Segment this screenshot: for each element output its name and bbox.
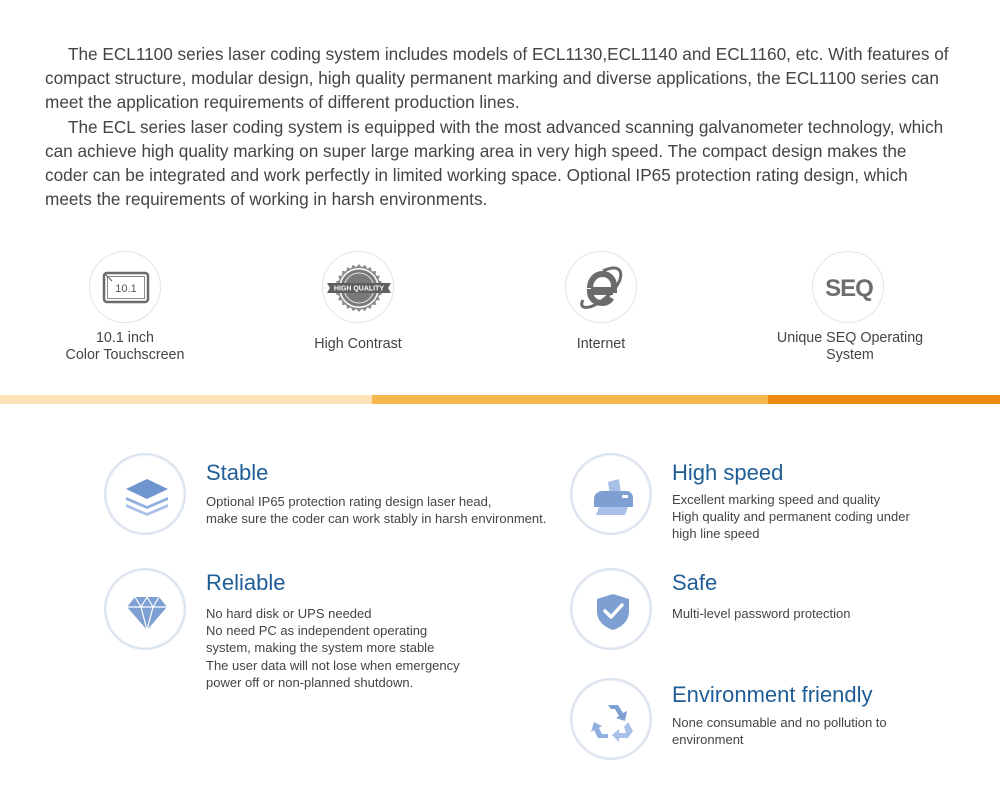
shield-check-icon [570, 568, 652, 650]
feature-title-environment-friendly: Environment friendly [672, 682, 873, 707]
divider-segment [0, 395, 372, 404]
internet-browser-icon [565, 251, 637, 323]
divider-segment [372, 395, 768, 404]
highlight-caption-seq: Unique SEQ Operating System [776, 330, 924, 363]
intro-text [45, 42, 950, 211]
feature-description-environment-friendly: None consumable and no pollution to environment [672, 715, 887, 748]
svg-text:SEQ: SEQ [825, 275, 873, 302]
feature-title-safe: Safe [672, 570, 718, 595]
svg-text:HIGH QUALITY: HIGH QUALITY [333, 285, 385, 293]
quality-seal-icon [322, 251, 394, 323]
intro-paragraph: The ECL1100 series laser coding system includes models of ECL1130,ECL1140 and ECL1160, etc. With features of compact structure, modular design, high quality permanent marking and diverse applications, the ECL1100 series can meet the application requirements of different production lines. [45, 44, 949, 113]
layers-icon [104, 453, 186, 535]
highlight-caption-touchscreen: 10.1 inch Color Touchscreen [65, 330, 185, 363]
intro-paragraph: The ECL series laser coding system is equipped with the most advanced scanning galvanometer technology, which can achieve high quality marking on super large marking area in very high speed. The compact design makes the coder can be integrated and work perfectly in limited working space. Optional IP65 protection rating design, which meets the requirements of working in harsh environments. [45, 116, 944, 210]
seq-logo-icon [812, 251, 884, 323]
feature-title-high-speed: High speed [672, 460, 784, 485]
printer-icon [570, 453, 652, 535]
recycle-icon [570, 678, 652, 760]
highlight-caption-high-contrast: High Contrast [314, 336, 402, 352]
diamond-icon [104, 568, 186, 650]
touchscreen-icon [89, 251, 161, 323]
feature-description-safe: Multi-level password protection [672, 606, 851, 621]
feature-description-high-speed: Excellent marking speed and quality High quality and permanent coding under high line speed [672, 492, 910, 542]
feature-title-reliable: Reliable [206, 570, 286, 595]
color-divider [0, 395, 1000, 404]
divider-segment [768, 395, 1000, 404]
svg-text:10.1: 10.1 [115, 283, 137, 295]
feature-title-stable: Stable [206, 460, 269, 485]
feature-description-reliable: No hard disk or UPS needed No need PC as independent operating system, making the system more stable The user data will not lose when emergency power off or non-planned shutdown. [206, 606, 460, 690]
feature-description-stable: Optional IP65 protection rating design laser head, make sure the coder can work stably in harsh environment. [206, 494, 547, 527]
highlight-caption-internet: Internet [576, 336, 626, 352]
